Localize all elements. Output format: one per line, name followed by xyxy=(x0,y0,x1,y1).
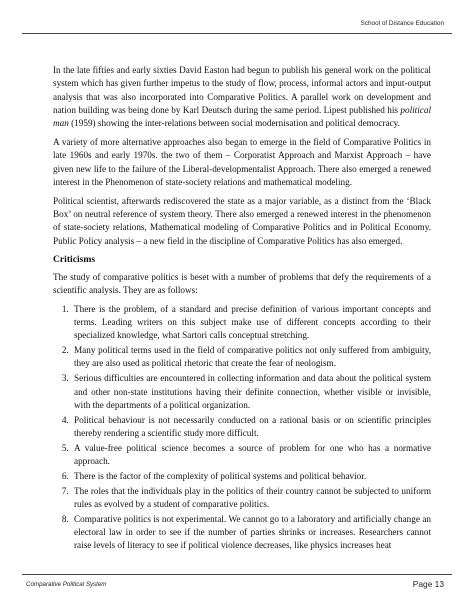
list-item: 1. There is the problem, of a standard and precise definition of various important concepts and terms. Leading writers on this subject make use of different concepts according to their specialized knowledge, what Sartori calls conceptual stretching. xyxy=(71,303,431,343)
page-body xyxy=(53,64,431,554)
paragraph-3: Political scientist, afterwards rediscovered the state as a major variable, as a distinct from the ‘Black Box’ on neutral reference of system theory. There also emerged a renewed interest in the phenomenon of state-society relations, Mathematical modeling of Comparative Politics and in Political Economy. Public Policy analysis – a new field in the discipline of Comparative Politics has also emerged. xyxy=(53,195,431,246)
list-item: 2. Many political terms used in the field of comparative politics not only suffered from ambiguity, they are also used as political rhetoric that create the fear of neologism. xyxy=(71,344,431,371)
list-item: 3. Serious difficulties are encountered in collecting information and data about the political system and other non-state institutions having their definite connection, whether visible or invisible, with the departments of a political organization. xyxy=(71,372,431,412)
paragraph-1-text-b: (1959) showing the inter-relations between social modernisation and political democracy. xyxy=(68,118,400,129)
paragraph-4: The study of comparative politics is beset with a number of problems that defy the requirements of a scientific analysis. They are as follows: xyxy=(53,271,431,295)
paragraph-2: A variety of more alternative approaches also began to emerge in the field of Comparative Politics in late 1960s and early 1970s. the two of them – Corporatist Approach and Marxist Approach – have given new life to the failure of the Liberal-developmentalist Approach. There also emerged a renewed interest in the Phenomenon of state-society relations and mathematical modeling. xyxy=(53,136,431,187)
criticisms-list xyxy=(53,303,431,553)
section-heading: Criticisms xyxy=(53,254,96,266)
list-item: 4. Political behaviour is not necessarily conducted on a rational basis or on scientific principles thereby rendering a scientific study more difficult. xyxy=(71,414,431,441)
page-header: School of Distance Education xyxy=(360,20,444,27)
header-divider xyxy=(22,33,452,34)
book-title: political man xyxy=(53,104,431,129)
paragraph-1 xyxy=(53,64,431,130)
list-item: 7. The roles that the individuals play in the politics of their country cannot be subjected to uniform rules as evolved by a student of comparative politics. xyxy=(71,485,431,512)
footer-divider xyxy=(22,574,452,575)
list-item: 6. There is the factor of the complexity of political systems and political behavior. xyxy=(71,470,431,483)
page-number: Page 13 xyxy=(412,579,444,589)
course-name: Comparative Political System xyxy=(26,581,107,588)
paragraph-1-text-a: In the late fifties and early sixties David Easton had begun to publish his general work on the political system which has given further impetus to the study of flow, process, informal actors and input-output analysis that was also incorporated into Comparative Politics. A parallel work on development and nation building was being done by Karl Deutsch during the same period. Lipest published his xyxy=(53,65,431,115)
list-item: 5. A value-free political science becomes a source of problem for one who has a normative approach. xyxy=(71,442,431,469)
list-item: 8. Comparative politics is not experimental. We cannot go to a laboratory and artificially change an electoral law in order to see if the number of parties shrinks or increases. Researchers cannot raise levels of literacy to see if political violence decreases, like physics increases heat xyxy=(71,513,431,553)
